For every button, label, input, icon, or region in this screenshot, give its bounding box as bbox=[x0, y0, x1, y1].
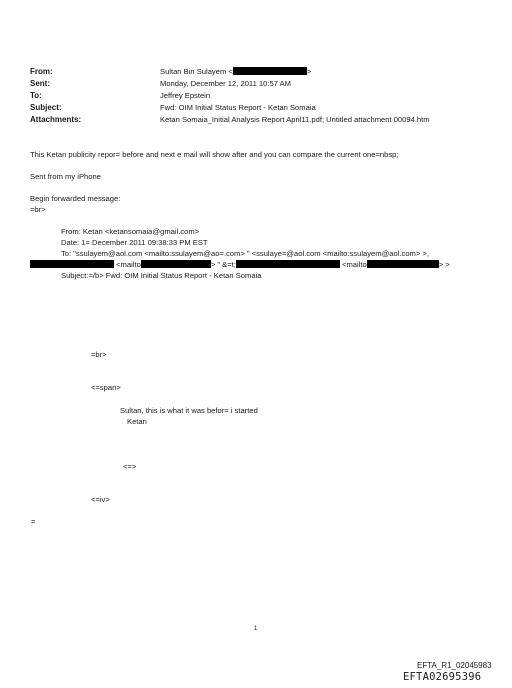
from-name: Sultan Bin Sulayem < bbox=[160, 67, 233, 76]
separator-text: > " &=t; bbox=[210, 260, 236, 269]
forwarded-to: To: "ssulayem@aol.com <mailto:ssulayem@ao=.com> " <ssulaye=@aol.com <mailto:ssulayem@aol.com> >, bbox=[61, 249, 429, 258]
body-line: This Ketan publicity repor= before and next e mail will show after and you can compare the current one=nbsp; bbox=[30, 150, 399, 159]
html-fragment: =br> bbox=[91, 350, 107, 359]
redaction-bar bbox=[30, 260, 114, 268]
page-number: 1 bbox=[254, 626, 258, 632]
mailto-text: <mailto bbox=[342, 260, 367, 269]
sent-value: Monday, December 12, 2011 10:57 AM bbox=[160, 79, 291, 88]
body-line: =br> bbox=[30, 205, 46, 214]
html-fragment: <=iv> bbox=[91, 495, 110, 504]
from-label: From: bbox=[30, 67, 53, 76]
body-line: Begin forwarded message: bbox=[30, 194, 121, 203]
from-value bbox=[160, 67, 311, 76]
forwarded-subject: Subject:=/b> Fwd: OIM Initial Status Report - Ketan Somaia bbox=[61, 271, 262, 280]
from-close: > bbox=[306, 67, 312, 76]
subject-label: Subject: bbox=[30, 103, 62, 112]
redaction-bar bbox=[236, 260, 340, 268]
body-line: Sent from my iPhone bbox=[30, 172, 101, 181]
forwarded-from: From: Ketan <ketansomaia@gmail.com> bbox=[61, 227, 200, 236]
to-value: Jeffrey Epstein bbox=[160, 91, 211, 100]
redaction-bar bbox=[141, 260, 211, 268]
message-text: Sultan, this is what it was befor= i started bbox=[120, 406, 258, 415]
html-fragment: <=span> bbox=[91, 383, 121, 392]
footer-reference-small: EFTA_R1_02045983 bbox=[417, 661, 492, 670]
subject-value: Fwd: OIM Initial Status Report - Ketan Somaia bbox=[160, 103, 316, 112]
to-label: To: bbox=[30, 91, 42, 100]
attachments-label: Attachments: bbox=[30, 115, 82, 124]
redaction-bar bbox=[367, 260, 439, 268]
html-fragment: <=> bbox=[123, 462, 137, 471]
attachments-value: Ketan Somaia_Initial Analysis Report April11.pdf; Untitled attachment 00094.htm bbox=[160, 115, 430, 124]
message-signature: Ketan bbox=[127, 417, 147, 426]
forwarded-to-continued bbox=[30, 260, 450, 269]
html-fragment: = bbox=[31, 517, 36, 526]
forwarded-date: Date: 1= December 2011 09:38:33 PM EST bbox=[61, 238, 208, 247]
mailto-text: <mailto bbox=[116, 260, 141, 269]
sent-label: Sent: bbox=[30, 79, 50, 88]
redaction-bar bbox=[233, 67, 307, 75]
closing-text: > > bbox=[438, 260, 450, 269]
footer-reference-large: EFTA02695396 bbox=[403, 671, 482, 683]
